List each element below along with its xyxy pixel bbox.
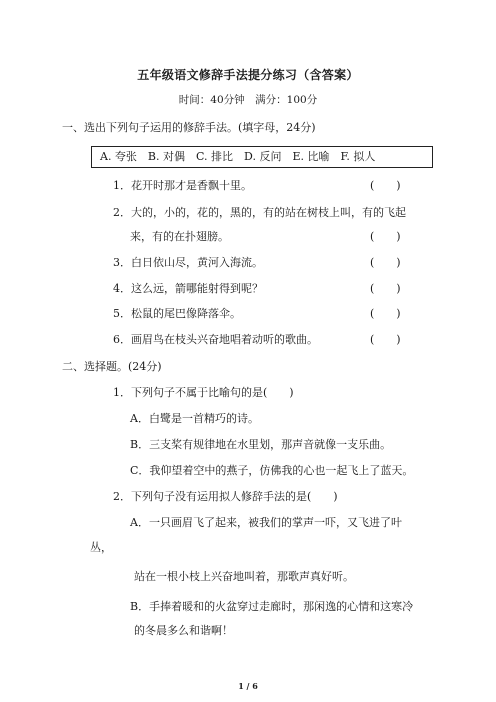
choice-a: A．一只画眉飞了起来，被我们的掌声一吓，又飞进了叶 [130, 516, 402, 529]
choice-a-continued: 站在一根小枝上兴奋地叫着，那歌声真好听。 [134, 570, 354, 583]
question-item-continued: 来，有的在扑翅膀。 [130, 230, 229, 243]
answer-blank: ( ) [370, 307, 401, 320]
question-item: 2．大的，小的，花的，黑的，有的站在树枝上叫，有的飞起 [113, 206, 406, 219]
page-title: 五年级语文修辞手法提分练习（含答案） [137, 68, 359, 82]
exam-info: 时间：40分钟 满分：100分 [178, 94, 318, 106]
page-number: 1 / 6 [238, 681, 258, 691]
answer-blank: ( ) [370, 333, 401, 346]
answer-blank: ( ) [370, 282, 401, 295]
choice-b: B．三支桨有规律地在水里划，那声音就像一支乐曲。 [130, 438, 392, 451]
question-item: 3．白日依山尽，黄河入海流。 [113, 256, 263, 269]
choice-b-continued: 的冬晨多么和谐啊！ [134, 624, 233, 637]
question-item: 4．这么远，箭哪能射得到呢？ [113, 282, 263, 295]
answer-blank: ( ) [370, 256, 401, 269]
question-stem: 2．下列句子没有运用拟人修辞手法的是( ) [113, 490, 338, 503]
choice-c: C．我仰望着空中的燕子，仿佛我的心也一起飞上了蓝天。 [130, 464, 414, 477]
answer-blank: ( ) [370, 230, 401, 243]
question-item: 5．松鼠的尾巴像降落伞。 [113, 307, 241, 320]
section-heading-2: 二、选择题。(24分) [62, 360, 162, 373]
choice-b: B．手捧着暖和的火盆穿过走廊时，那闲逸的心情和这寒冷 [130, 600, 414, 613]
choice-a: A．白鹭是一首精巧的诗。 [130, 412, 259, 425]
options-box: A. 夸张 B. 对偶 C. 排比 D. 反问 E. 比喻 F. 拟人 [91, 146, 433, 168]
section-heading-1: 一、选出下列句子运用的修辞手法。(填字母，24分) [62, 121, 316, 134]
question-stem: 1．下列句子不属于比喻句的是( ) [113, 386, 294, 399]
question-item: 1．花开时那才是香飘十里。 [113, 179, 252, 192]
answer-blank: ( ) [370, 179, 401, 192]
question-item: 6．画眉鸟在枝头兴奋地唱着动听的歌曲。 [113, 333, 318, 346]
choice-a-continued: 丛， [90, 541, 112, 554]
